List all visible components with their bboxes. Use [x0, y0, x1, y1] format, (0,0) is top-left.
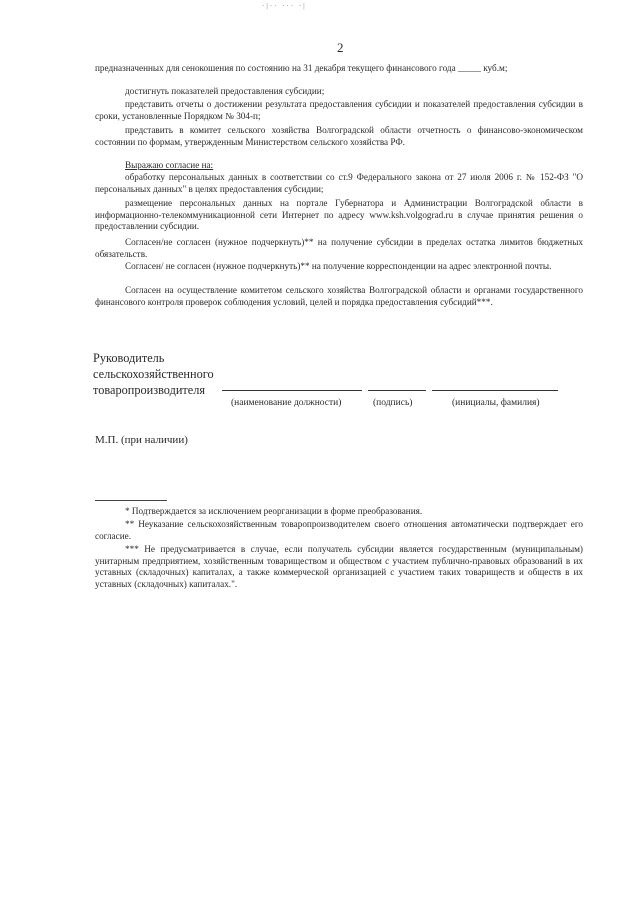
scan-artifact-mark: ·|·· ··· ·|: [262, 2, 307, 10]
consent-item-portal: размещение персональных данных на портале Губернатора и Администрации Волгоградской области в информационно-телекоммуникационной сети Интернет по адресу www.ksh.volgograd.ru в случае принятия решения о предоставлении субсидии.: [95, 198, 583, 232]
signature-line: [368, 390, 426, 391]
role-line-3: товаропроизводителя: [93, 383, 206, 397]
footnote-separator: [95, 500, 167, 501]
footnote-1: * Подтверждается за исключением реорганизации в форме преобразования.: [125, 506, 423, 516]
stamp-place: М.П. (при наличии): [95, 434, 188, 446]
position-line: [222, 390, 362, 391]
name-line: [432, 390, 558, 391]
consent-item-personal-data: обработку персональных данных в соответствии со ст.9 Федерального закона от 27 июля 2006 г. № 152-ФЗ "О персональных данных" в целях предоставления субсидии;: [95, 172, 583, 194]
footnote-2: ** Неуказание сельскохозяйственным товаропроизводителем своего отношения автоматически подтверждает его согласие.: [95, 519, 583, 541]
caption-signature: (подпись): [373, 398, 413, 408]
consent-item-limits: Согласен/не согласен (нужное подчеркнуть)** на получение субсидии в пределах остатка лимитов бюджетных обязательств.: [95, 237, 583, 259]
signatory-role: [93, 350, 214, 398]
obligation-paragraph-4: представить в комитет сельского хозяйства Волгоградской области отчетность о финансово-экономическом состоянии по формам, утвержденным Министерством сельского хозяйства РФ.: [95, 125, 583, 147]
footnote-3: *** Не предусматривается в случае, если получатель субсидии является государственным (муниципальным) унитарным предприятием, хозяйственным товариществом и обществом с участием публично-правовых образований в их уставных (складочных) капиталах, а также коммерческой организацией с участием таких товариществ и обществ в их уставных (складочных) капиталах.".: [95, 544, 583, 589]
consent-item-email: Согласен/ не согласен (нужное подчеркнуть)** на получение корреспонденции на адрес электронной почты.: [125, 261, 552, 271]
obligation-paragraph-2: достигнуть показателей предоставления субсидии;: [125, 86, 325, 96]
consent-heading: Выражаю согласие на:: [125, 160, 214, 170]
consent-heading-row: [95, 160, 583, 172]
caption-name: (инициалы, фамилия): [452, 398, 540, 408]
obligation-paragraph-3: представить отчеты о достижении результата предоставления субсидии и показателей предоставления субсидии в сроки, установленные Порядком № 304-п;: [95, 99, 583, 121]
page-number: 2: [337, 40, 344, 55]
role-line-2: сельскохозяйственного: [93, 367, 214, 381]
role-line-1: Руководитель: [93, 351, 165, 365]
consent-item-inspections: Согласен на осуществление комитетом сельского хозяйства Волгоградской области и органами государственного финансового контроля проверок соблюдения условий, целей и порядка предоставления субсидий***.: [95, 285, 583, 307]
caption-position: (наименование должности): [231, 398, 342, 408]
obligation-paragraph-1: предназначенных для сенокошения по состоянию на 31 декабря текущего финансового года _____ куб.м;: [95, 63, 508, 73]
